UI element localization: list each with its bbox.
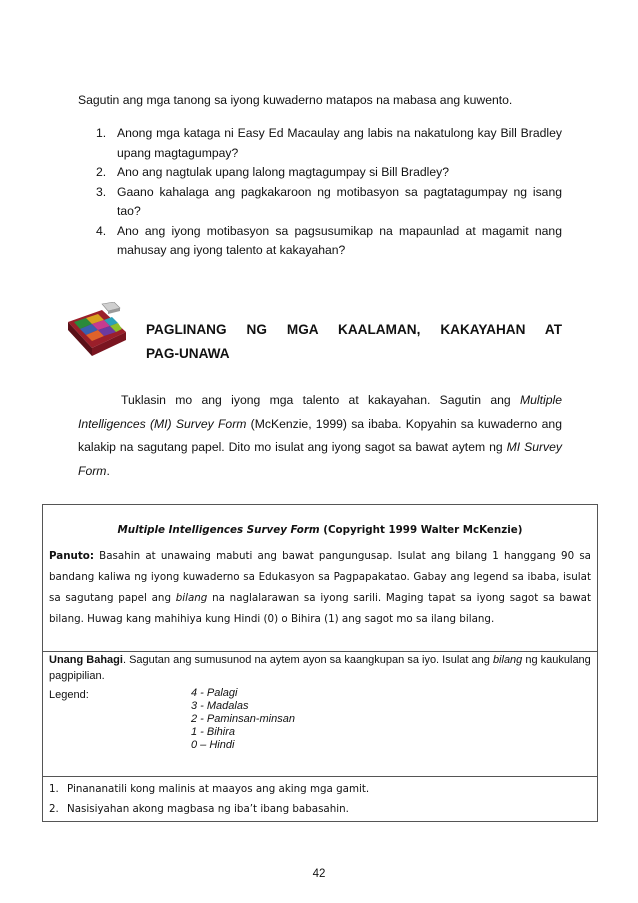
legend-item: 1 - Bihira xyxy=(191,726,236,738)
paragraph-text: (McKenzie, 1999) sa ibaba. Kopyahin sa kuwaderno ang kalakip na sagutang papel. Dito mo isulat ang iyong sagot sa bawat aytem ng xyxy=(78,416,562,454)
part-one-text xyxy=(49,652,591,684)
survey-instructions-cell xyxy=(43,520,597,652)
survey-item-text: Nasisiyahan akong magbasa ng iba’t ibang babasahin. xyxy=(67,803,349,815)
panuto-text xyxy=(49,546,591,630)
part-one-label: Unang Bahagi xyxy=(49,654,123,666)
question-text: Anong mga kataga ni Easy Ed Macaulay ang labis na nakatulong kay Bill Bradley upang magtagumpay? xyxy=(117,126,562,160)
paragraph-body xyxy=(78,389,562,483)
question-number: 4. xyxy=(96,223,107,238)
survey-item-number: 2. xyxy=(49,803,59,815)
section-heading-continued: PAG-UNAWA xyxy=(146,346,230,361)
panuto-body: na naglalarawan sa iyong sarili. Maging tapat sa iyong sagot sa bawat bilang. Huwag kang mahihiya kung Hindi (0) o Bihira (1) ang sagot mo sa ilang bilang. xyxy=(49,592,591,625)
part-one-body: . Sagutan ang sumusunod na aytem ayon sa kaangkupan sa iyo. Isulat ang xyxy=(122,654,493,666)
part-one-italic: bilang xyxy=(492,654,523,666)
question-text: Gaano kahalaga ang pagkakaroon ng motibasyon sa pagtatagumpay ng isang tao? xyxy=(117,184,562,218)
survey-item xyxy=(49,779,591,799)
question-number: 1. xyxy=(96,126,107,140)
survey-items-cell xyxy=(43,777,597,821)
question-number: 3. xyxy=(96,184,107,199)
question-number: 2. xyxy=(96,165,107,179)
survey-title-copyright: (Copyright 1999 Walter McKenzie) xyxy=(319,524,523,536)
survey-item-text: Pinananatili kong malinis at maayos ang aking mga gamit. xyxy=(67,783,370,795)
survey-item-number: 1. xyxy=(49,783,59,795)
survey-title-italic: Multiple Intelligences Survey Form xyxy=(117,524,320,536)
survey-title xyxy=(49,520,591,541)
question-item xyxy=(96,124,562,163)
question-item xyxy=(96,183,562,222)
legend-item: 3 - Madalas xyxy=(191,700,249,712)
paragraph-italic: MI Survey Form xyxy=(78,440,562,478)
legend-item: 2 - Paminsan-minsan xyxy=(191,713,295,725)
question-list xyxy=(96,124,562,261)
paragraph-text: . xyxy=(106,463,110,478)
question-item xyxy=(96,222,562,261)
legend-item: 4 - Palagi xyxy=(191,687,238,699)
section-heading: PAGLINANG NG MGA KAALAMAN, KAKAYAHAN AT xyxy=(146,322,562,337)
question-text: Ano ang iyong motibasyon sa pagsusumikap na mapaunlad at magamit nang mahusay ang iyong talento at kakayahan? xyxy=(117,223,562,257)
legend-item: 0 – Hindi xyxy=(191,739,235,751)
page-number: 42 xyxy=(312,868,326,880)
part-one-body: ng kaukulang pagpipilian. xyxy=(49,654,591,682)
instruction-text: Sagutin ang mga tanong sa iyong kuwaderno matapos na mabasa ang kuwento. xyxy=(78,93,513,107)
legend xyxy=(49,687,591,752)
question-item xyxy=(96,163,562,183)
question-text: Ano ang nagtulak upang lalong magtagumpay si Bill Bradley? xyxy=(117,165,449,179)
part-one-cell xyxy=(43,652,597,777)
panuto-body: Basahin at unawaing mabuti ang bawat pangungusap. Isulat ang bilang 1 hanggang 90 sa bandang kaliwa ng iyong kuwaderno sa Edukasyon sa Pagpapakatao. Gabay ang legend sa ibaba, isulat sa sagutang papel ang xyxy=(49,550,591,604)
panuto-label: Panuto: xyxy=(49,550,94,562)
legend-values xyxy=(191,687,295,752)
paragraph-italic: Multiple Intelligences (MI) Survey Form xyxy=(78,393,562,431)
survey-table xyxy=(42,504,598,822)
legend-label: Legend: xyxy=(49,689,89,701)
panuto-italic: bilang xyxy=(175,592,208,604)
puzzle-pieces-icon xyxy=(64,302,130,362)
survey-item xyxy=(49,799,591,819)
instruction-paragraph xyxy=(78,389,562,483)
paragraph-text: Tuklasin mo ang iyong mga talento at kakayahan. Sagutin ang xyxy=(121,393,520,407)
